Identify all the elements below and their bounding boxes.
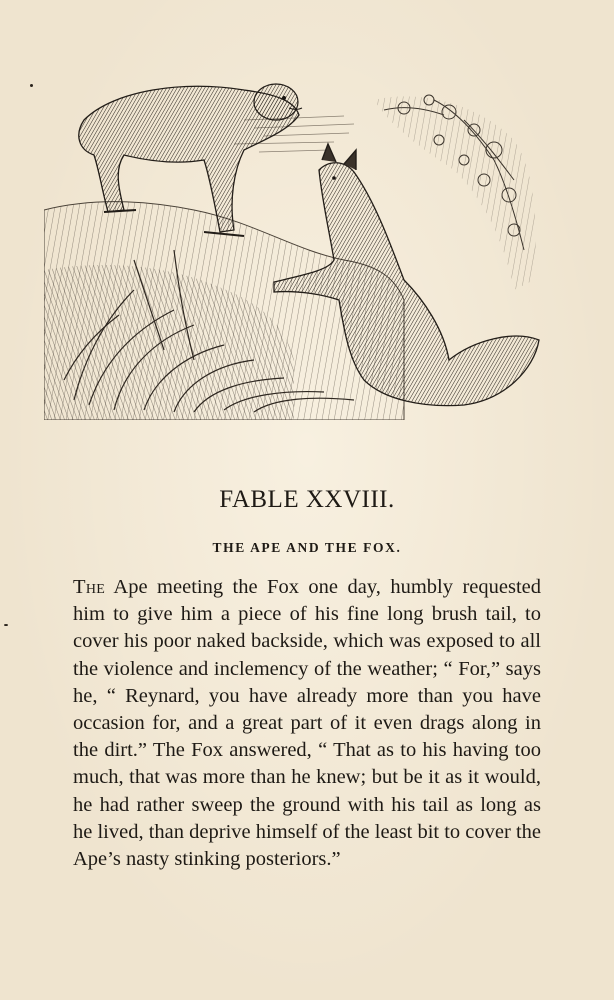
fable-body-lead: The — [73, 576, 106, 598]
bush-foliage — [374, 96, 536, 290]
fable-title: THE APE AND THE FOX. — [212, 540, 402, 555]
engraving-illustration — [44, 60, 544, 420]
ape-and-fox-engraving — [44, 60, 544, 420]
fable-body — [73, 574, 541, 873]
ink-speck — [30, 84, 33, 87]
ink-speck — [4, 624, 8, 626]
fable-number: FABLE XXVIII. — [219, 486, 395, 513]
fable-body-text: Ape meeting the Fox one day, humbly requested him to give him a piece of his fine long brush tail, to cover his poor naked backside, which was exposed to all the violence and inclemency of the weather; “ For,” says he, “ Reynard, you have already more than you have occasion for, and a great part of it even drags along in the dirt.” The Fox answered, “ That as to his having too much, that was more than he knew; but be it as it would, he had rather sweep the ground with his tail as long as he lived, than deprive himself of the least bit to cover the Ape’s nasty stinking posteriors.” — [73, 576, 541, 871]
